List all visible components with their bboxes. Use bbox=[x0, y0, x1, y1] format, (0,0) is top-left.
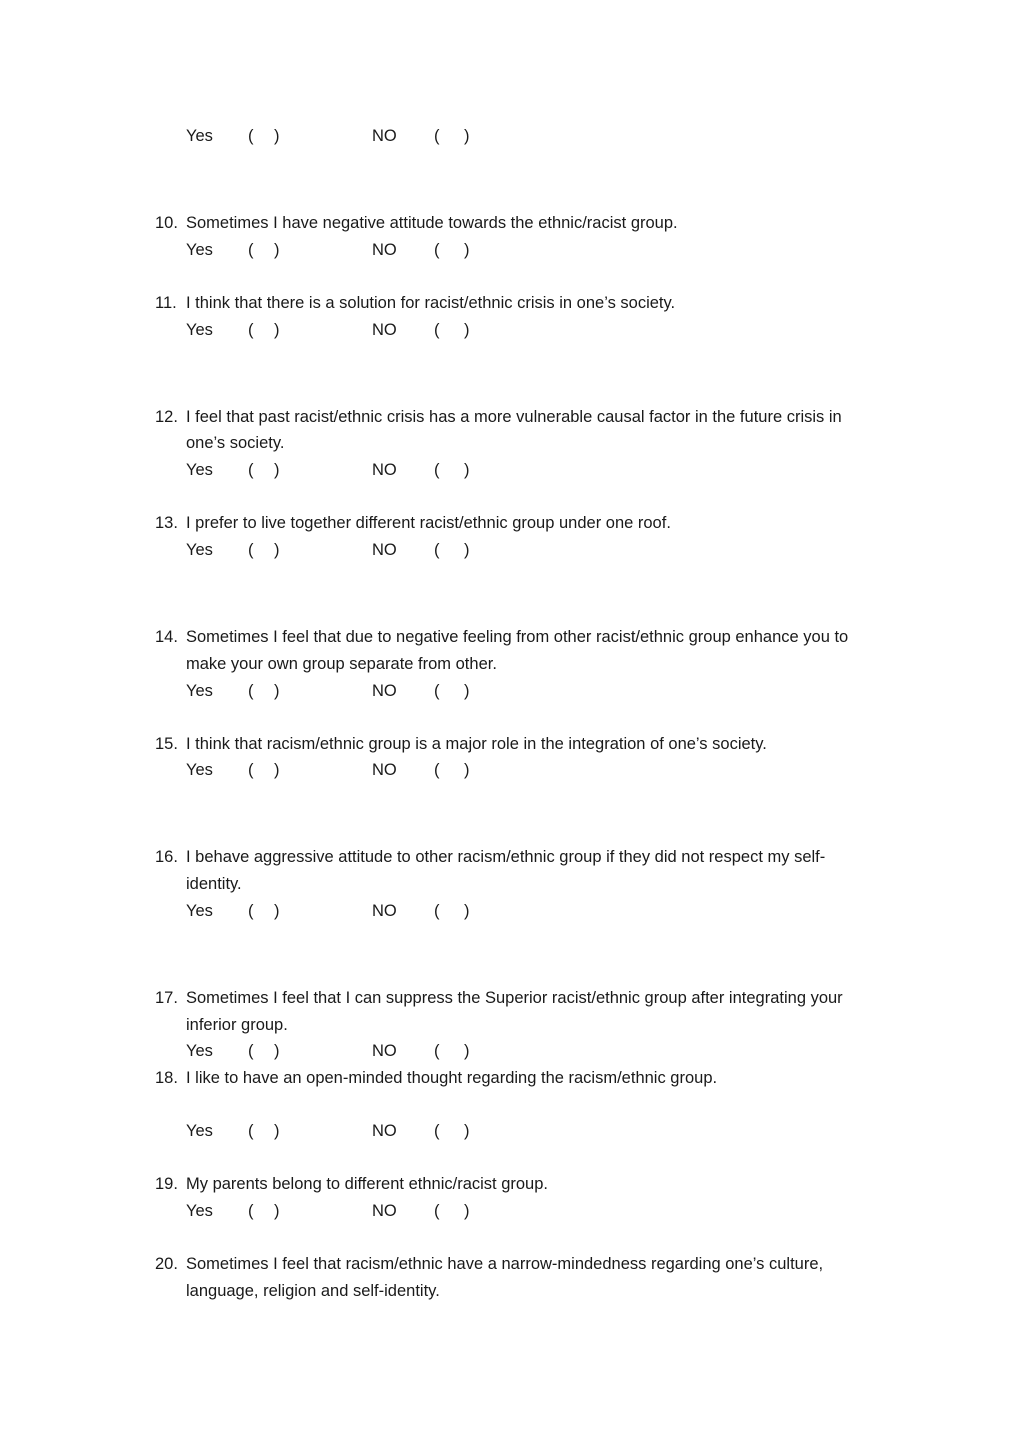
yes-checkbox-close[interactable]: ) bbox=[274, 541, 280, 559]
answer-row-16 bbox=[0, 901, 560, 921]
yes-checkbox-close[interactable]: ) bbox=[274, 682, 280, 700]
question-text: I like to have an open-minded thought regarding the racism/ethnic group. bbox=[186, 1069, 718, 1087]
question-number: 19. bbox=[155, 1175, 178, 1193]
no-checkbox-close[interactable]: ) bbox=[464, 1042, 470, 1060]
yes-checkbox-open[interactable]: ( bbox=[248, 1042, 254, 1060]
yes-checkbox-open[interactable]: ( bbox=[248, 902, 254, 920]
no-checkbox-close[interactable]: ) bbox=[464, 541, 470, 559]
question-text: I prefer to live together different racist/ethnic group under one roof. bbox=[186, 514, 671, 532]
yes-label: Yes bbox=[186, 241, 213, 259]
no-checkbox-close[interactable]: ) bbox=[464, 682, 470, 700]
no-label: NO bbox=[372, 1122, 397, 1140]
yes-label: Yes bbox=[186, 682, 213, 700]
question-text: I think that there is a solution for racist/ethnic crisis in one’s society. bbox=[186, 294, 676, 312]
yes-checkbox-close[interactable]: ) bbox=[274, 1202, 280, 1220]
question-text: I behave aggressive attitude to other racism/ethnic group if they did not respect my self- bbox=[186, 848, 826, 866]
question-text: Sometimes I feel that I can suppress the Superior racist/ethnic group after integrating your bbox=[186, 989, 843, 1007]
no-checkbox-open[interactable]: ( bbox=[434, 461, 440, 479]
question-text: Sometimes I have negative attitude towards the ethnic/racist group. bbox=[186, 214, 678, 232]
no-checkbox-close[interactable]: ) bbox=[464, 321, 470, 339]
yes-checkbox-close[interactable]: ) bbox=[274, 461, 280, 479]
question-number: 14. bbox=[155, 628, 178, 646]
question-number: 15. bbox=[155, 735, 178, 753]
yes-label: Yes bbox=[186, 761, 213, 779]
no-label: NO bbox=[372, 1202, 397, 1220]
question-number: 13. bbox=[155, 514, 178, 532]
no-checkbox-close[interactable]: ) bbox=[464, 1202, 470, 1220]
no-checkbox-close[interactable]: ) bbox=[464, 461, 470, 479]
yes-checkbox-close[interactable]: ) bbox=[274, 127, 280, 145]
yes-label: Yes bbox=[186, 1122, 213, 1140]
question-text: Sometimes I feel that racism/ethnic have a narrow-mindedness regarding one’s culture, bbox=[186, 1255, 824, 1273]
answer-row-12 bbox=[0, 460, 560, 480]
yes-checkbox-close[interactable]: ) bbox=[274, 761, 280, 779]
no-label: NO bbox=[372, 1042, 397, 1060]
yes-checkbox-open[interactable]: ( bbox=[248, 541, 254, 559]
no-checkbox-open[interactable]: ( bbox=[434, 541, 440, 559]
yes-label: Yes bbox=[186, 1202, 213, 1220]
yes-checkbox-close[interactable]: ) bbox=[274, 1122, 280, 1140]
question-number: 17. bbox=[155, 989, 178, 1007]
no-checkbox-close[interactable]: ) bbox=[464, 127, 470, 145]
no-checkbox-open[interactable]: ( bbox=[434, 321, 440, 339]
no-label: NO bbox=[372, 321, 397, 339]
no-label: NO bbox=[372, 461, 397, 479]
question-text-continued: identity. bbox=[186, 875, 242, 893]
yes-checkbox-close[interactable]: ) bbox=[274, 321, 280, 339]
no-label: NO bbox=[372, 127, 397, 145]
yes-checkbox-open[interactable]: ( bbox=[248, 461, 254, 479]
question-number: 16. bbox=[155, 848, 178, 866]
question-number: 18. bbox=[155, 1069, 178, 1087]
yes-checkbox-open[interactable]: ( bbox=[248, 682, 254, 700]
no-checkbox-open[interactable]: ( bbox=[434, 682, 440, 700]
yes-label: Yes bbox=[186, 902, 213, 920]
answer-row-11 bbox=[0, 320, 560, 340]
question-text: My parents belong to different ethnic/racist group. bbox=[186, 1175, 548, 1193]
no-checkbox-open[interactable]: ( bbox=[434, 241, 440, 259]
no-label: NO bbox=[372, 682, 397, 700]
yes-checkbox-close[interactable]: ) bbox=[274, 1042, 280, 1060]
yes-checkbox-open[interactable]: ( bbox=[248, 761, 254, 779]
question-number: 10. bbox=[155, 214, 178, 232]
no-label: NO bbox=[372, 241, 397, 259]
no-checkbox-close[interactable]: ) bbox=[464, 902, 470, 920]
answer-row-15 bbox=[0, 760, 560, 780]
no-checkbox-open[interactable]: ( bbox=[434, 127, 440, 145]
answer-row-13 bbox=[0, 540, 560, 560]
yes-checkbox-open[interactable]: ( bbox=[248, 1122, 254, 1140]
question-text-continued: make your own group separate from other. bbox=[186, 655, 497, 673]
yes-checkbox-close[interactable]: ) bbox=[274, 241, 280, 259]
question-number: 12. bbox=[155, 408, 178, 426]
question-number: 20. bbox=[155, 1255, 178, 1273]
yes-checkbox-open[interactable]: ( bbox=[248, 1202, 254, 1220]
yes-label: Yes bbox=[186, 461, 213, 479]
answer-row-19 bbox=[0, 1201, 560, 1221]
question-text-continued: one’s society. bbox=[186, 434, 285, 452]
no-checkbox-open[interactable]: ( bbox=[434, 1202, 440, 1220]
no-checkbox-close[interactable]: ) bbox=[464, 761, 470, 779]
question-text: Sometimes I feel that due to negative feeling from other racist/ethnic group enhance you to bbox=[186, 628, 849, 646]
question-text: I feel that past racist/ethnic crisis has a more vulnerable causal factor in the future crisis in bbox=[186, 408, 842, 426]
question-text-continued: inferior group. bbox=[186, 1016, 288, 1034]
no-checkbox-open[interactable]: ( bbox=[434, 761, 440, 779]
question-text: I think that racism/ethnic group is a major role in the integration of one’s society. bbox=[186, 735, 767, 753]
answer-row-9 bbox=[0, 126, 560, 146]
yes-checkbox-open[interactable]: ( bbox=[248, 241, 254, 259]
yes-label: Yes bbox=[186, 1042, 213, 1060]
no-label: NO bbox=[372, 761, 397, 779]
yes-checkbox-close[interactable]: ) bbox=[274, 902, 280, 920]
yes-label: Yes bbox=[186, 541, 213, 559]
answer-row-18 bbox=[0, 1121, 560, 1141]
answer-row-10 bbox=[0, 240, 560, 260]
yes-label: Yes bbox=[186, 321, 213, 339]
yes-checkbox-open[interactable]: ( bbox=[248, 127, 254, 145]
no-checkbox-close[interactable]: ) bbox=[464, 241, 470, 259]
yes-checkbox-open[interactable]: ( bbox=[248, 321, 254, 339]
question-text-continued: language, religion and self-identity. bbox=[186, 1282, 440, 1300]
answer-row-14 bbox=[0, 681, 560, 701]
no-checkbox-open[interactable]: ( bbox=[434, 902, 440, 920]
no-checkbox-open[interactable]: ( bbox=[434, 1042, 440, 1060]
answer-row-17 bbox=[0, 1041, 560, 1061]
no-checkbox-open[interactable]: ( bbox=[434, 1122, 440, 1140]
no-label: NO bbox=[372, 902, 397, 920]
no-checkbox-close[interactable]: ) bbox=[464, 1122, 470, 1140]
question-number: 11. bbox=[155, 294, 177, 312]
yes-label: Yes bbox=[186, 127, 213, 145]
no-label: NO bbox=[372, 541, 397, 559]
